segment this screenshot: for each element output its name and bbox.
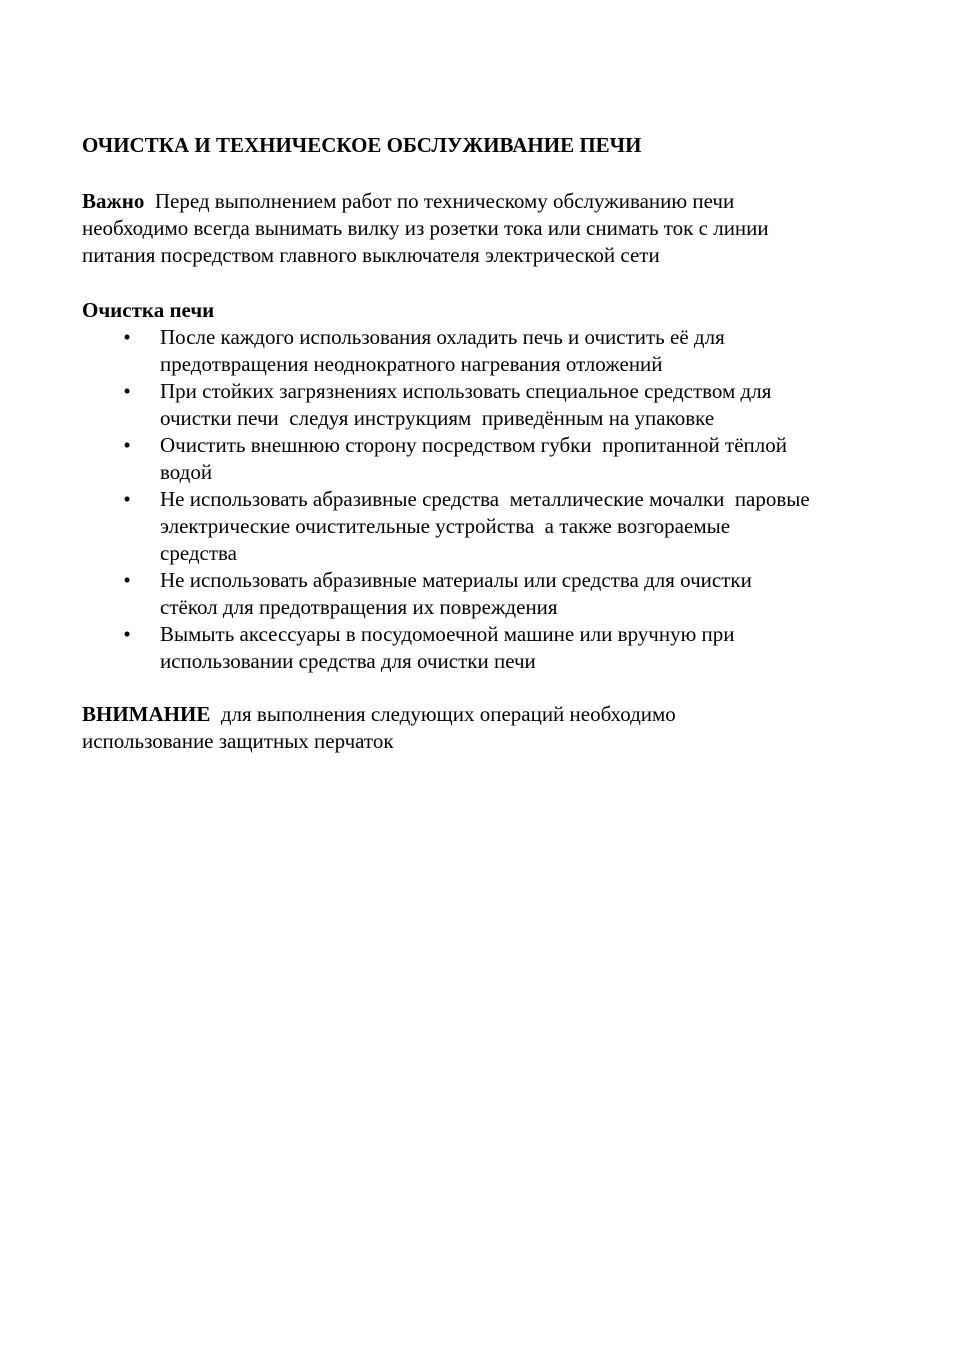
bullet-icon: • <box>123 433 131 457</box>
list-item <box>82 621 902 675</box>
important-label: Важно <box>82 189 145 213</box>
list-item-line: После каждого использования охладить печь и очистить её для <box>160 325 725 349</box>
list-item-line: Не использовать абразивные материалы или средства для очистки <box>160 568 752 592</box>
bullet-icon: • <box>123 325 131 349</box>
bullet-icon: • <box>123 568 131 592</box>
list-item <box>82 378 902 432</box>
list-item <box>82 432 902 486</box>
warning-label: ВНИМАНИЕ <box>82 702 211 726</box>
list-item-line: водой <box>160 460 213 484</box>
important-note-line: питания посредством главного выключателя электрической сети <box>82 243 660 267</box>
list-item-line: При стойких загрязнениях использовать специальное средством для <box>160 379 772 403</box>
list-item-line: Не использовать абразивные средства металлические мочалки паровые <box>160 487 810 511</box>
warning-note-line <box>82 701 882 728</box>
bullet-icon: • <box>123 379 131 403</box>
bullet-icon: • <box>123 622 131 646</box>
list-item-line: Очистить внешнюю сторону посредством губки пропитанной тёплой <box>160 433 787 457</box>
list-item-line: предотвращения неоднократного нагревания отложений <box>160 352 663 376</box>
list-item-line: Вымыть аксессуары в посудомоечной машине или вручную при <box>160 622 735 646</box>
important-note <box>82 188 882 269</box>
list-item-line: стёкол для предотвращения их повреждения <box>160 595 558 619</box>
important-text: Перед выполнением работ по техническому обслуживанию печи <box>144 189 735 213</box>
bullet-icon: • <box>123 487 131 511</box>
list-item-line: использовании средства для очистки печи <box>160 649 536 673</box>
list-item-line: очистки печи следуя инструкциям приведённым на упаковке <box>160 406 715 430</box>
important-note-line <box>82 188 882 215</box>
list-item-line: средства <box>160 541 238 565</box>
warning-note-line: использование защитных перчаток <box>82 729 394 753</box>
list-item <box>82 324 902 378</box>
list-item-line: электрические очистительные устройства а также возгораемые <box>160 514 731 538</box>
list-item <box>82 486 902 567</box>
warning-note <box>82 701 882 755</box>
list-item <box>82 567 902 621</box>
document-title: ОЧИСТКА И ТЕХНИЧЕСКОЕ ОБСЛУЖИВАНИЕ ПЕЧИ <box>82 133 642 157</box>
warning-text: для выполнения следующих операций необходимо <box>210 702 676 726</box>
important-note-line: необходимо всегда вынимать вилку из розетки тока или снимать ток с линии <box>82 216 769 240</box>
cleaning-heading: Очистка печи <box>82 298 215 322</box>
cleaning-list <box>82 324 902 675</box>
